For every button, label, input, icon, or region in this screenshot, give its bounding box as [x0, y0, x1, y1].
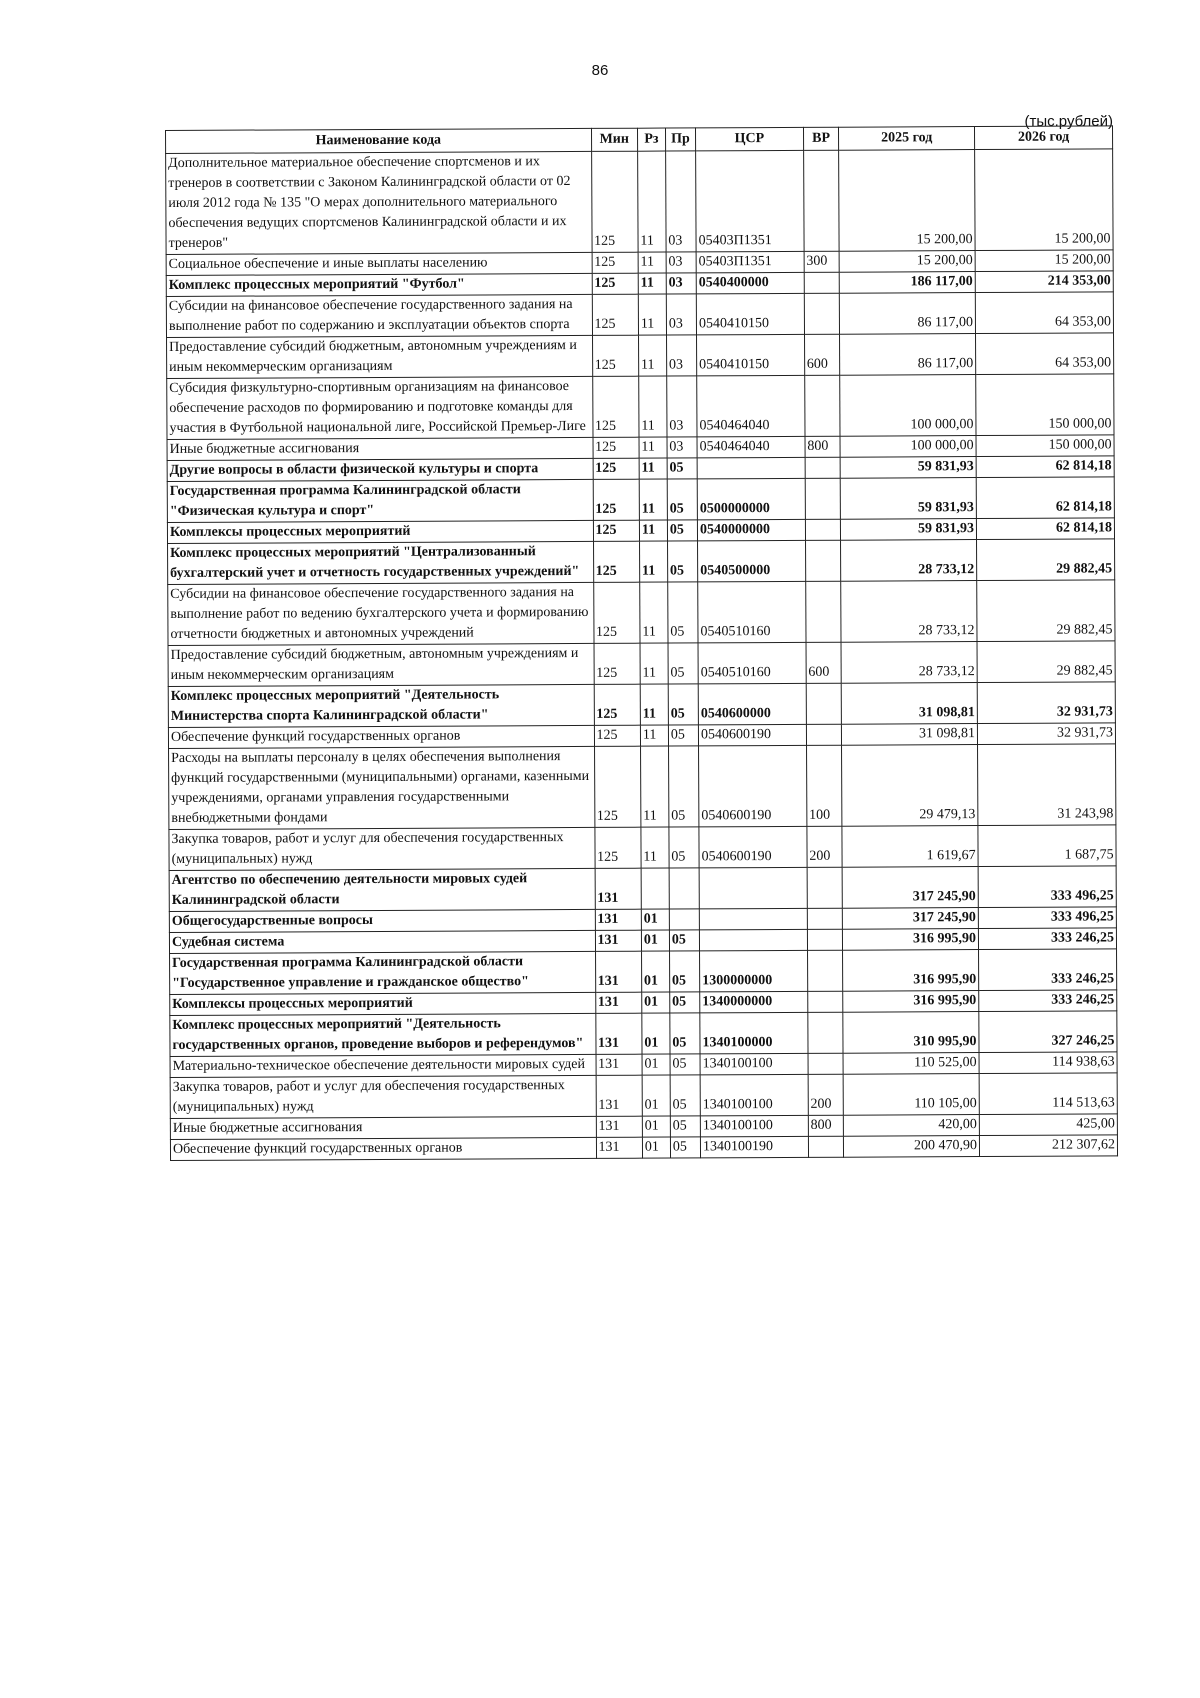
cell-2025: 420,00	[844, 1115, 980, 1137]
cell-2025: 29 479,13	[842, 745, 978, 827]
cell-name: Судебная система	[169, 930, 595, 953]
cell-min: 125	[594, 643, 641, 684]
cell-2025: 310 995,90	[843, 1012, 979, 1054]
cell-2025: 59 831,93	[841, 519, 977, 541]
cell-2026: 62 814,18	[976, 477, 1114, 519]
cell-rz	[641, 868, 669, 909]
cell-pr: 05	[668, 725, 698, 746]
cell-name: Субсидии на финансовое обеспечение государственного задания на выполнение работ по содержанию и эксплуатации объектов спорта	[166, 294, 592, 337]
cell-2025: 28 733,12	[841, 581, 977, 643]
cell-min: 131	[595, 909, 641, 930]
cell-rz: 11	[640, 684, 668, 725]
cell-pr: 03	[665, 151, 696, 252]
cell-vr	[808, 1053, 844, 1074]
cell-name: Иные бюджетные ассигнования	[167, 437, 593, 460]
cell-csr: 1340100100	[700, 1115, 808, 1137]
header-csr: ЦСР	[696, 127, 804, 151]
cell-pr: 05	[670, 1075, 700, 1116]
cell-2026: 425,00	[979, 1114, 1117, 1136]
cell-2025: 28 733,12	[841, 540, 977, 582]
cell-rz: 11	[638, 294, 666, 335]
cell-rz: 01	[641, 909, 669, 930]
table-row	[168, 641, 1115, 687]
cell-name: Материально-техническое обеспечение деятельности мировых судей	[170, 1054, 596, 1077]
cell-vr	[807, 929, 843, 950]
cell-rz: 01	[642, 1116, 670, 1137]
table-row	[167, 333, 1114, 379]
cell-min: 125	[594, 746, 641, 827]
cell-csr: 1340100100	[700, 1074, 808, 1116]
cell-name: Обеспечение функций государственных органов	[170, 1137, 596, 1160]
cell-csr: 0540500000	[698, 540, 806, 582]
cell-2025: 200 470,90	[844, 1136, 980, 1158]
cell-vr	[806, 724, 842, 745]
cell-vr	[807, 991, 843, 1012]
cell-name: Закупка товаров, работ и услуг для обеспечения государственных (муниципальных) нужд	[169, 827, 595, 870]
cell-pr: 05	[667, 479, 697, 520]
cell-vr: 100	[806, 745, 842, 826]
cell-2025: 316 995,90	[843, 929, 979, 951]
cell-2025: 31 098,81	[842, 683, 978, 725]
cell-min: 125	[593, 541, 640, 582]
cell-2025: 1 619,67	[842, 826, 978, 868]
cell-rz: 01	[642, 1054, 670, 1075]
cell-min: 125	[593, 520, 639, 541]
cell-2025: 317 245,90	[843, 908, 979, 930]
cell-2025: 59 831,93	[841, 478, 977, 520]
table-row	[170, 949, 1117, 995]
cell-rz: 01	[642, 1137, 670, 1158]
cell-csr: 1340100100	[700, 1053, 808, 1075]
cell-2026: 64 353,00	[975, 292, 1113, 334]
cell-csr: 0540600190	[699, 745, 807, 827]
table-row	[170, 1135, 1117, 1161]
cell-2026: 150 000,00	[976, 374, 1114, 436]
cell-2026: 15 200,00	[975, 149, 1113, 251]
cell-pr: 03	[666, 335, 696, 376]
cell-vr: 300	[804, 251, 840, 272]
cell-min: 125	[593, 458, 639, 479]
cell-csr: 1340100000	[700, 1012, 808, 1054]
table-row	[170, 1011, 1117, 1057]
cell-csr: 0500000000	[697, 478, 805, 520]
cell-vr	[804, 293, 840, 334]
table-row	[167, 477, 1114, 523]
header-vr: ВР	[803, 127, 839, 150]
cell-2026: 114 513,63	[979, 1073, 1117, 1115]
cell-name: Социальное обеспечение и иные выплаты населению	[166, 252, 592, 275]
cell-rz: 11	[639, 541, 667, 582]
cell-vr	[805, 519, 841, 540]
cell-2026: 32 931,73	[977, 682, 1115, 724]
cell-vr	[806, 683, 842, 724]
cell-2026: 1 687,75	[978, 825, 1116, 867]
cell-vr	[808, 1136, 844, 1157]
cell-rz: 11	[641, 827, 669, 868]
table-row	[168, 682, 1115, 728]
cell-pr: 05	[668, 643, 698, 684]
cell-name: Субсидии на финансовое обеспечение государственного задания на выполнение работ по ведению бухгалтерского учета и формированию отчетности бюджетных и автономных учреждений	[168, 582, 594, 645]
cell-csr: 0540600190	[699, 826, 807, 868]
cell-rz: 01	[641, 930, 669, 951]
cell-2025: 31 098,81	[842, 724, 978, 746]
cell-name: Расходы на выплаты персоналу в целях обеспечения выполнения функций государственными (муниципальными) органами, казенными учреждениями, органами управления государственными внебюджетными фондами	[169, 746, 595, 829]
cell-2025: 15 200,00	[839, 150, 975, 252]
cell-pr: 05	[670, 1137, 700, 1158]
table-row	[169, 825, 1116, 871]
cell-2026: 333 496,25	[978, 907, 1116, 929]
table-row	[170, 1073, 1117, 1119]
cell-vr	[803, 150, 839, 251]
cell-2026: 333 246,25	[979, 949, 1117, 991]
cell-2026: 62 814,18	[976, 456, 1114, 478]
cell-csr	[699, 929, 807, 951]
cell-2025: 59 831,93	[840, 457, 976, 479]
table-row	[169, 744, 1116, 830]
cell-pr: 05	[668, 684, 698, 725]
cell-min: 131	[595, 951, 642, 992]
cell-2025: 86 117,00	[840, 334, 976, 376]
cell-rz: 11	[637, 151, 665, 252]
cell-2025: 110 525,00	[843, 1053, 979, 1075]
cell-name: Иные бюджетные ассигнования	[170, 1116, 596, 1139]
cell-rz: 11	[638, 252, 666, 273]
cell-csr: 0540510160	[698, 581, 806, 643]
cell-2026: 15 200,00	[975, 250, 1113, 272]
cell-pr: 05	[667, 520, 697, 541]
cell-vr: 600	[806, 642, 842, 683]
cell-pr: 03	[666, 252, 696, 273]
cell-vr: 200	[808, 1074, 844, 1115]
cell-csr	[697, 457, 805, 479]
cell-min: 125	[591, 151, 638, 252]
cell-rz: 11	[640, 582, 668, 643]
cell-min: 131	[595, 1013, 642, 1054]
table-row	[168, 580, 1115, 646]
cell-vr	[807, 950, 843, 991]
cell-min: 125	[594, 827, 641, 868]
cell-name: Обеспечение функций государственных органов	[168, 725, 594, 748]
cell-2025: 186 117,00	[839, 272, 975, 294]
cell-name: Комплексы процессных мероприятий	[167, 520, 593, 543]
budget-table	[165, 125, 1118, 1161]
cell-csr: 0540464040	[697, 436, 805, 458]
cell-vr	[807, 867, 843, 908]
header-min: Мин	[591, 128, 637, 151]
header-2025: 2025 год	[839, 127, 975, 151]
cell-pr: 05	[667, 541, 697, 582]
cell-2026: 114 938,63	[979, 1052, 1117, 1074]
cell-vr: 600	[804, 334, 840, 375]
cell-2026: 62 814,18	[976, 518, 1114, 540]
cell-pr: 05	[670, 992, 700, 1013]
table-body	[166, 149, 1118, 1161]
cell-name: Закупка товаров, работ и услуг для обеспечения государственных (муниципальных) нужд	[170, 1075, 596, 1118]
cell-2026: 333 496,25	[978, 866, 1116, 908]
cell-pr	[669, 868, 699, 909]
cell-min: 131	[596, 1116, 642, 1137]
cell-pr: 05	[670, 1116, 700, 1137]
cell-pr: 03	[667, 437, 697, 458]
cell-min: 131	[595, 992, 641, 1013]
cell-vr	[807, 908, 843, 929]
cell-csr	[699, 908, 807, 930]
cell-name: Комплекс процессных мероприятий "Деятельность Министерства спорта Калининградской области"	[168, 684, 594, 727]
cell-csr: 0540600190	[698, 724, 806, 746]
cell-vr: 800	[805, 436, 841, 457]
cell-vr	[804, 375, 840, 436]
cell-rz: 11	[639, 479, 667, 520]
cell-2025: 100 000,00	[840, 436, 976, 458]
table-row	[166, 292, 1113, 338]
header-name: Наименование кода	[166, 128, 592, 153]
cell-2026: 212 307,62	[979, 1135, 1117, 1157]
cell-csr: 0540600000	[698, 683, 806, 725]
cell-rz: 11	[640, 725, 668, 746]
cell-2025: 100 000,00	[840, 375, 976, 437]
cell-vr	[805, 478, 841, 519]
cell-2026: 327 246,25	[979, 1011, 1117, 1053]
cell-vr	[805, 540, 841, 581]
cell-csr: 1340100190	[700, 1136, 808, 1158]
cell-rz: 11	[639, 376, 667, 437]
cell-min: 125	[592, 376, 639, 437]
cell-pr: 05	[667, 458, 697, 479]
cell-2026: 333 246,25	[979, 990, 1117, 1012]
cell-pr: 03	[667, 376, 697, 437]
header-2026: 2026 год	[975, 126, 1113, 150]
cell-2026: 64 353,00	[976, 333, 1114, 375]
cell-pr: 05	[669, 930, 699, 951]
cell-rz: 01	[641, 951, 669, 992]
cell-pr: 03	[666, 273, 696, 294]
header-pr: Пр	[665, 128, 695, 151]
cell-csr: 0540400000	[696, 272, 804, 294]
cell-csr: 1300000000	[700, 950, 808, 992]
cell-2026: 333 246,25	[978, 928, 1116, 950]
cell-2025: 28 733,12	[841, 642, 977, 684]
cell-min: 131	[596, 1075, 643, 1116]
cell-min: 131	[596, 1137, 642, 1158]
cell-csr: 0540410150	[696, 293, 804, 335]
cell-min: 125	[594, 725, 640, 746]
cell-name: Дополнительное материальное обеспечение спортсменов и их тренеров в соответствии с Законом Калининградской области от 02 июля 2012 года № 135 "О мерах дополнительного материального обеспечения ведущих спортсменов Калининградской области и их тренеров"	[166, 151, 592, 254]
table-row	[169, 866, 1116, 912]
cell-min: 125	[594, 684, 641, 725]
cell-name: Предоставление субсидий бюджетным, автономным учреждениям и иным некоммерческим организациям	[168, 643, 594, 686]
cell-min: 125	[592, 273, 638, 294]
cell-name: Субсидия физкультурно-спортивным организациям на финансовое обеспечение расходов по формированию и подготовке команды для участия в Футбольной национальной лиге, Российской Премьер-Лиге	[167, 376, 593, 439]
cell-csr: 0540464040	[697, 375, 805, 437]
cell-rz: 11	[639, 458, 667, 479]
cell-vr	[804, 272, 840, 293]
cell-rz: 11	[639, 520, 667, 541]
cell-name: Комплексы процессных мероприятий	[170, 992, 596, 1015]
cell-rz: 11	[639, 437, 667, 458]
cell-vr: 200	[807, 826, 843, 867]
cell-name: Предоставление субсидий бюджетным, автономным учреждениям и иным некоммерческим организациям	[167, 335, 593, 378]
cell-min: 131	[596, 1054, 642, 1075]
cell-csr	[699, 867, 807, 909]
cell-2026: 31 243,98	[978, 744, 1116, 826]
cell-name: Агентство по обеспечению деятельности мировых судей Калининградской области	[169, 868, 595, 911]
cell-2025: 316 995,90	[843, 950, 979, 992]
cell-2026: 32 931,73	[977, 723, 1115, 745]
cell-2025: 110 105,00	[843, 1074, 979, 1116]
cell-rz: 11	[638, 273, 666, 294]
cell-min: 125	[593, 582, 640, 643]
cell-csr: 1340000000	[700, 991, 808, 1013]
cell-rz: 01	[642, 1075, 670, 1116]
cell-min: 131	[595, 930, 641, 951]
cell-2026: 29 882,45	[977, 580, 1115, 642]
cell-2025: 86 117,00	[840, 293, 976, 335]
cell-pr: 05	[669, 827, 699, 868]
cell-min: 125	[593, 479, 640, 520]
cell-2026: 29 882,45	[977, 641, 1115, 683]
cell-rz: 11	[640, 643, 668, 684]
cell-min: 131	[595, 868, 642, 909]
cell-pr: 05	[670, 1054, 700, 1075]
cell-name: Комплекс процессных мероприятий "Футбол"	[166, 273, 592, 296]
cell-pr: 05	[669, 951, 699, 992]
cell-csr: 0540510160	[698, 642, 806, 684]
cell-csr: 05403П1351	[696, 150, 804, 252]
cell-name: Комплекс процессных мероприятий "Централизованный бухгалтерский учет и отчетность государственных учреждений"	[168, 541, 594, 584]
cell-min: 125	[592, 294, 639, 335]
cell-2026: 150 000,00	[976, 435, 1114, 457]
cell-csr: 0540410150	[697, 334, 805, 376]
cell-rz: 11	[640, 746, 668, 827]
cell-pr	[669, 909, 699, 930]
table-row	[167, 374, 1114, 440]
cell-csr: 0540000000	[697, 519, 805, 541]
cell-rz: 01	[642, 1013, 670, 1054]
cell-pr: 05	[668, 746, 699, 827]
cell-vr	[805, 581, 841, 642]
cell-pr: 05	[668, 582, 698, 643]
cell-csr: 05403П1351	[696, 251, 804, 273]
cell-name: Комплекс процессных мероприятий "Деятельность государственных органов, проведение выборов и референдумов"	[170, 1013, 596, 1056]
cell-2025: 317 245,90	[842, 867, 978, 909]
cell-vr: 800	[808, 1115, 844, 1136]
cell-rz: 11	[638, 335, 666, 376]
table-row	[168, 539, 1115, 585]
cell-min: 125	[592, 252, 638, 273]
cell-vr	[808, 1012, 844, 1053]
cell-name: Другие вопросы в области физической культуры и спорта	[167, 458, 593, 481]
header-rz: Рз	[637, 128, 665, 151]
cell-2025: 15 200,00	[839, 251, 975, 273]
page-number: 86	[591, 62, 609, 79]
cell-min: 125	[593, 437, 639, 458]
cell-pr: 05	[670, 1013, 700, 1054]
cell-rz: 01	[642, 992, 670, 1013]
cell-vr	[805, 457, 841, 478]
units-label: (тыс.рублей)	[1024, 113, 1113, 130]
cell-min: 125	[592, 335, 639, 376]
cell-name: Общегосударственные вопросы	[169, 909, 595, 932]
cell-2025: 316 995,90	[843, 991, 979, 1013]
cell-pr: 03	[666, 294, 696, 335]
table-row	[166, 149, 1113, 255]
cell-name: Государственная программа Калининградской области "Физическая культура и спорт"	[167, 479, 593, 522]
cell-name: Государственная программа Калининградской области "Государственное управление и гражданское общество"	[170, 951, 596, 994]
cell-2026: 214 353,00	[975, 271, 1113, 293]
cell-2026: 29 882,45	[977, 539, 1115, 581]
